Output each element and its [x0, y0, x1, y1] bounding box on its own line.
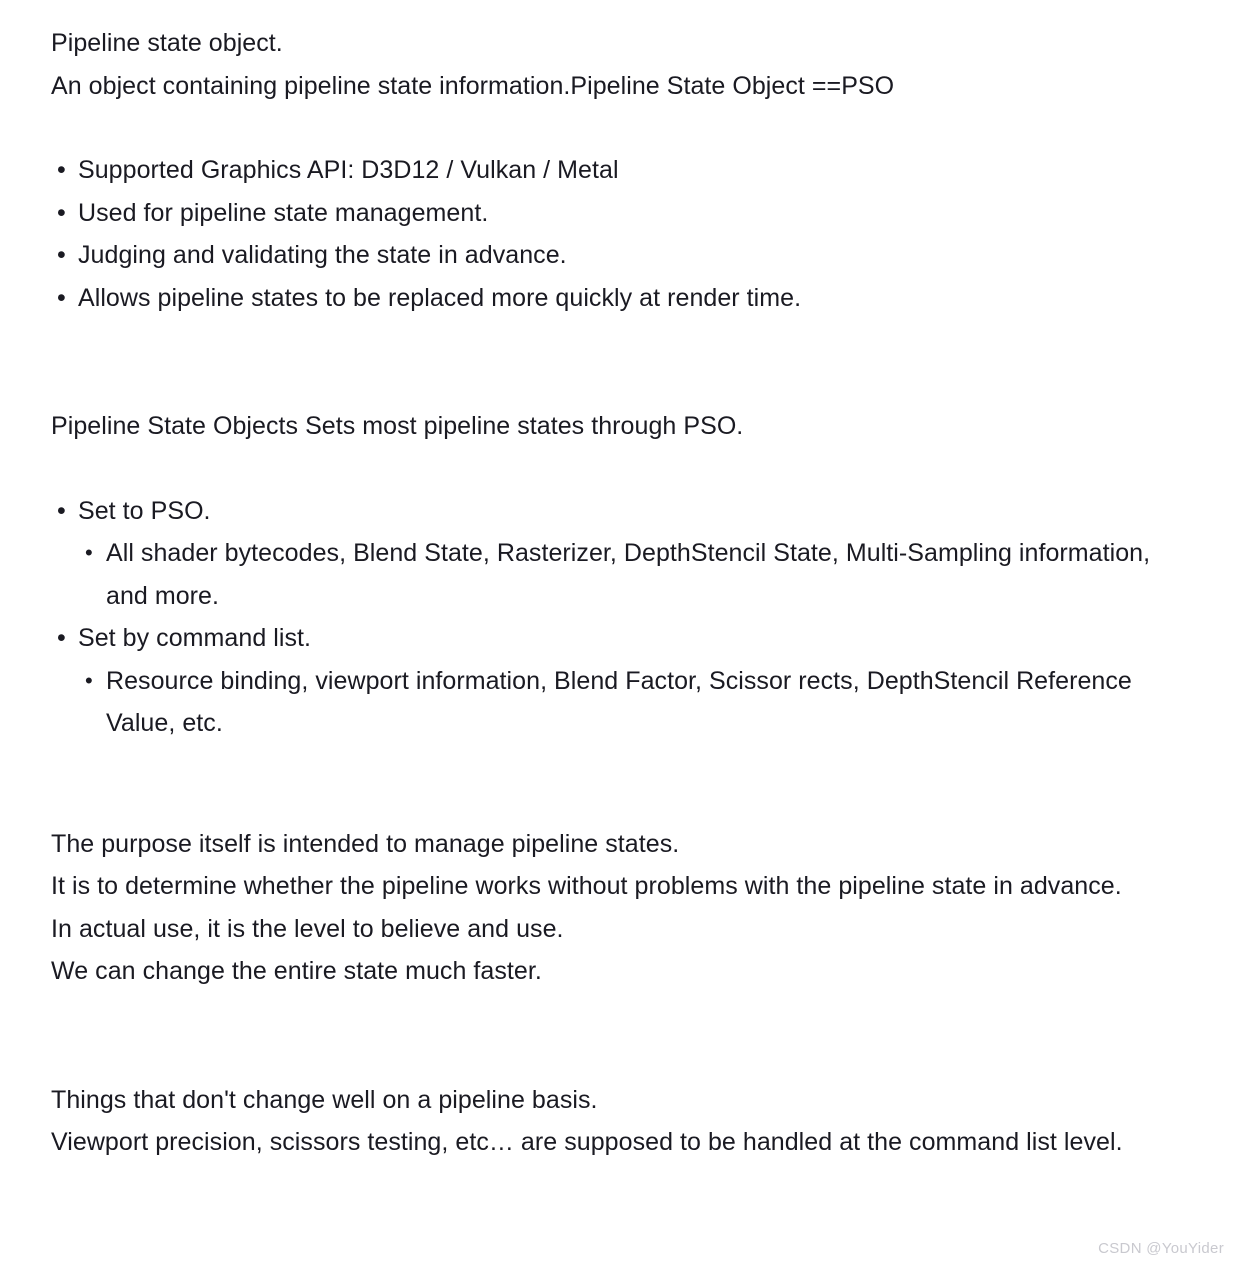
list-item-label: Set to PSO.: [78, 496, 211, 525]
list-item: [51, 490, 1188, 533]
list-item-label: Resource binding, viewport information, Blend Factor, Scissor rects, DepthStencil Reference Value, etc.: [106, 666, 1132, 737]
list-item: [79, 532, 1188, 617]
list-item: [51, 149, 1188, 192]
closing-line-1: Things that don't change well on a pipeline basis.: [51, 1085, 598, 1114]
list-item-label: All shader bytecodes, Blend State, Rasterizer, DepthStencil State, Multi-Sampling information, and more.: [106, 539, 1151, 610]
bullet-icon: •: [85, 540, 93, 565]
intro-description-line: An object containing pipeline state information.Pipeline State Object ==PSO: [51, 71, 895, 100]
intro-block: [51, 22, 1188, 107]
purpose-line-4: We can change the entire state much faster.: [51, 957, 542, 985]
list-item-label: Judging and validating the state in advance.: [78, 241, 567, 269]
list-item: [79, 660, 1188, 745]
purpose-line-1: The purpose itself is intended to manage pipeline states.: [51, 829, 680, 858]
nested-list-wrapper: [51, 532, 1188, 617]
list-item-label: Used for pipeline state management.: [78, 198, 489, 227]
list-item: [51, 617, 1188, 660]
bullet-icon: •: [57, 624, 66, 652]
spacer-after-intro: [51, 107, 1188, 149]
bullet-icon: •: [57, 283, 66, 312]
list-item-label: Supported Graphics API: D3D12 / Vulkan / Metal: [78, 156, 619, 184]
purpose-line-3: In actual use, it is the level to believe and use.: [51, 914, 564, 943]
pso-lead-line: Pipeline State Objects Sets most pipeline states through PSO.: [51, 412, 744, 440]
intro-heading-line: Pipeline state object.: [51, 29, 283, 57]
nested-list-wrapper: [51, 660, 1188, 745]
bullet-icon: •: [57, 496, 66, 525]
list-item: [51, 192, 1188, 235]
spacer-after-feature-list: [51, 319, 1188, 405]
bullet-icon: •: [57, 156, 66, 184]
spacer-after-purpose: [51, 993, 1188, 1079]
pso-sub-list: [51, 660, 1188, 745]
bullet-icon: •: [57, 198, 66, 227]
purpose-paragraph: [51, 823, 1188, 993]
pso-lead-paragraph: [51, 405, 1188, 448]
purpose-line-2: It is to determine whether the pipeline works without problems with the pipeline state in advance.: [51, 872, 1122, 900]
closing-paragraph: [51, 1079, 1188, 1164]
list-item-label: Set by command list.: [78, 624, 312, 652]
feature-bullet-list: [51, 149, 1188, 319]
list-item: [51, 234, 1188, 277]
list-item-label: Allows pipeline states to be replaced more quickly at render time.: [78, 283, 802, 312]
csdn-watermark: CSDN @YouYider: [1098, 1240, 1224, 1257]
pso-sub-list: [51, 532, 1188, 617]
spacer-after-pso-list: [51, 745, 1188, 823]
closing-line-2: Viewport precision, scissors testing, etc… are supposed to be handled at the command list level.: [51, 1128, 1123, 1156]
list-item: [51, 277, 1188, 320]
bullet-icon: •: [57, 241, 66, 269]
spacer-after-pso-lead: [51, 448, 1188, 490]
bullet-icon: •: [85, 667, 93, 693]
pso-bullet-list: [51, 490, 1188, 745]
